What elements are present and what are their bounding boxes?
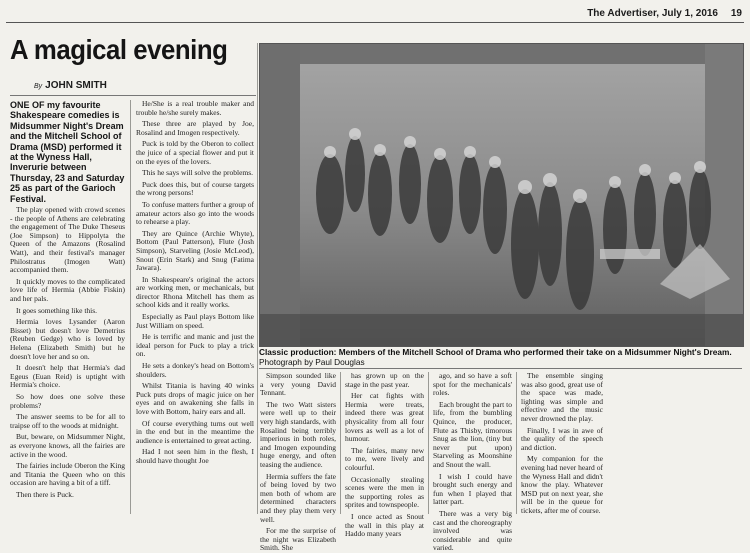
top-rule (6, 22, 744, 23)
article-paragraph: It doesn't help that Hermia's dad Egeus (Euan Reid) is uptight with Hermia's choice. (10, 363, 125, 390)
article-paragraph: I once acted as Snout the wall in this play at Haddo many years (345, 511, 424, 539)
article-paragraph: There was a very big cast and the choreography involved was considerable and quite varied. (433, 508, 512, 553)
article-paragraph: The fairies, many new to me, were lively and colourful. (345, 445, 424, 472)
article-paragraph: Occasionally stealing scenes were the men in the supporting roles as sprites and townspeople. (345, 474, 424, 510)
article-paragraph: Whilst Titania is having 40 winks Puck puts drops of magic juice on her eyes and on awakening she falls in love with Bottom, hairy ears and all. (136, 381, 254, 416)
article-paragraph: Puck is told by the Oberon to collect the juice of a special flower and put it on the eyes of the lovers. (136, 139, 254, 166)
article-paragraph: Her cat fights with Hermia were treats, indeed there was great physicality from all four lovers as well as a lot of humour. (345, 391, 424, 444)
column-divider (428, 372, 429, 514)
page-number: 19 (730, 8, 742, 19)
publication-date: The Advertiser, July 1, 2016 (587, 8, 718, 19)
article-column-5 (433, 371, 512, 553)
article-paragraph: These three are played by Joe, Rosalind and Imogen respectively. (136, 119, 254, 137)
article-paragraph: Had I not seen him in the flesh, I should have thought Joe (136, 447, 254, 465)
article-paragraph: Especially as Paul plays Bottom like Just William on speed. (136, 312, 254, 330)
article-paragraph: It goes something like this. (16, 305, 98, 315)
article-column-2 (136, 100, 254, 514)
article-paragraph: I wish I could have brought such energy and fun when I played that latter part. (433, 471, 512, 507)
photo-caption (259, 347, 742, 367)
caption-text: Classic production: Members of the Mitchell School of Drama who performed their take on a Midsummer Night's Dream. (259, 347, 732, 357)
article-paragraph: Hermia loves Lysander (Aaron Bisset) but doesn't love Demetrius (Reuben Gedge) who is loved by Helena (Elizabeth Smith) but he doesn't love her and so on. (10, 317, 125, 361)
photo-credit: Photograph by Paul Douglas (259, 357, 365, 367)
article-paragraph: Of course everything turns out well in the end but in the meantime the audience is entertained to great acting. (136, 418, 254, 445)
article-paragraph: Hermia suffers the fate of being loved by two men both of whom are determined characters and they play them very well. (260, 471, 336, 524)
article-paragraph: The two Watt sisters were well up to their very high standards, with Rosalind being terribly imperious in both roles, and Imogen expounding huge energy, and often teasing the audience. (260, 399, 336, 469)
article-paragraph: Finally, I was in awe of the quality of the speech and diction. (521, 425, 603, 452)
article-paragraph: Each brought the part to life, from the bumbling Quince, the producer, Flute as Thisby, timorous Snug as the lion, (tiny but never put upon) Starveling as Moonshine and Snout the wall. (433, 399, 512, 469)
article-paragraph: He sets a donkey's head on Bottom's shoulders. (136, 361, 254, 379)
article-paragraph: In Shakespeare's original the actors are working men, or mechanicals, but director Rhona Mitchell has them as school kids and it really works. (136, 274, 254, 310)
article-paragraph: So how does one solve these problems? (10, 391, 125, 410)
article-column-4 (345, 371, 424, 539)
article-column-1 (10, 100, 125, 514)
article-paragraph: To confuse matters further a group of amateur actors also go into the woods to rehearse a play. (136, 199, 254, 227)
byline-name: JOHN SMITH (45, 80, 107, 91)
article-paragraph: Puck does this, but of course targets the wrong persons! (136, 179, 254, 198)
article-paragraph: Then there is Puck. (16, 489, 74, 499)
article-paragraph: The play opened with crowd scenes - the people of Athens are celebrating the engagement of The Duke Theseus (Joe Simpson) to Hippolyta the Queen of the Amazons (Rosalind Watt), and their festival's manager Philostratus (Imogen Watt) accompanied them. (10, 205, 125, 275)
article-paragraph: They are Quince (Archie Whyte), Bottom (Paul Patterson), Flute (Josh Simpson), Starveling (Josie McLeod), Snout (Erin Stark) and Snug (Fatima Jawara). (136, 228, 254, 273)
article-column-3 (260, 371, 336, 553)
article-paragraph: He is terrific and manic and just the ideal person for Puck to play a trick on. (136, 332, 254, 359)
byline-rule (10, 95, 256, 96)
article-paragraph: He/She is a real trouble maker and trouble he/she surely makes. (136, 99, 254, 117)
article-paragraph: The fairies include Oberon the King and Titania the Queen who on this occasion are having a bit of a tiff. (10, 461, 125, 488)
stage-scene-image (260, 44, 743, 346)
byline-prefix: By (34, 83, 43, 90)
byline (34, 80, 107, 91)
article-paragraph: My companion for the evening had never heard of the Wyness Hall and didn't know the play. Whatever MSD put on next year, she will be in the queue for tickets, after me of course. (521, 454, 603, 515)
article-paragraph: For me the surprise of the night was Elizabeth Smith. She (260, 526, 336, 553)
article-paragraph: Simpson sounded like a very young David Tennant. (260, 371, 336, 398)
article-headline: A magical evening (10, 34, 228, 65)
article-paragraph: ago, and so have a soft spot for the mechanicals' roles. (433, 371, 512, 398)
caption-rule (259, 368, 742, 369)
article-lead: ONE OF my favourite Shakespeare comedies is Midsummer Night's Dream and the Mitchell School of Drama (MSD) performed it at the Wyness Hall, Inverurie between Thursday, 23 and Saturday 25 as part of the Garioch Festival. (10, 100, 125, 204)
article-paragraph: The ensemble singing was also good, great use of the space was made, lighting was simple and effective and the music never drowned the play. (521, 371, 603, 423)
article-paragraph: It quickly moves to the complicated love life of Hermia (Abbie Fiskin) and her pals. (10, 276, 125, 303)
article-column-6 (521, 372, 603, 514)
production-photo (259, 43, 744, 347)
article-paragraph: This he says will solve the problems. (142, 168, 254, 178)
column-divider (130, 100, 131, 514)
column-divider (340, 372, 341, 514)
article-paragraph: But, beware, on Midsummer Night, as everyone knows, all the fairies are active in the wood. (10, 432, 125, 459)
article-paragraph: The answer seems to be for all to traipse off to the woods at midnight. (10, 412, 125, 430)
article-paragraph: has grown up on the stage in the past year. (345, 371, 424, 389)
column-divider (516, 372, 517, 514)
column-divider (257, 43, 258, 514)
